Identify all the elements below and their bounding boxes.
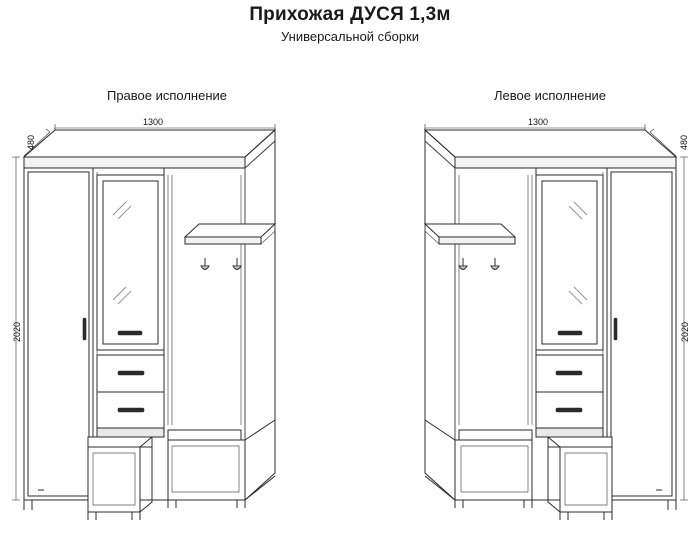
wardrobe-door-left-unit	[611, 172, 672, 496]
handle-icon	[556, 408, 582, 412]
variant-label-left-execution: Левое исполнение	[493, 88, 606, 103]
hook-icon	[459, 258, 467, 270]
handle-icon	[118, 408, 144, 412]
hook-icon	[491, 258, 499, 270]
handle-icon	[558, 331, 582, 335]
drawer-base-left-unit	[536, 428, 603, 437]
handle-icon	[118, 331, 142, 335]
dimension-height-value-left: 2020	[680, 321, 690, 342]
top-cornice-right	[24, 130, 275, 157]
wardrobe-door-left-right-unit	[28, 172, 89, 496]
handle-icon	[83, 318, 86, 340]
hook-icon	[233, 258, 241, 270]
handle-icon	[614, 318, 617, 340]
top-cornice-left	[425, 130, 676, 157]
handle-icon	[118, 371, 144, 375]
bench-body-left-unit	[455, 440, 532, 500]
glass-glint-icon	[569, 202, 587, 304]
hat-shelf-edge-right-unit	[185, 237, 261, 244]
dimension-width-value-right: 1300	[143, 117, 164, 127]
variant-label-right-execution: Правое исполнение	[106, 88, 228, 103]
dimension-width-value-left: 1300	[528, 117, 549, 127]
bench-top-right-unit	[168, 430, 241, 440]
unit-right-execution	[12, 124, 275, 520]
page-title: Прихожая ДУСЯ 1,3м	[249, 4, 451, 25]
mirror-door-frame-left-unit	[536, 175, 603, 350]
pouf-body-right-unit	[88, 447, 140, 512]
handle-icon	[556, 371, 582, 375]
hook-icon	[201, 258, 209, 270]
dimension-depth-value-right: 480	[26, 134, 36, 150]
glass-glint-icon	[113, 202, 131, 304]
drawer-base-right-unit	[97, 428, 164, 437]
hat-shelf-edge-left-unit	[439, 237, 515, 244]
top-cornice-face-left	[455, 157, 676, 168]
bench-body-right-unit	[168, 440, 245, 500]
mirror-door-frame-right-unit	[97, 175, 164, 350]
page-subtitle: Универсальной сборки	[280, 29, 420, 44]
unit-left-execution	[425, 124, 688, 520]
hat-shelf-right-unit	[185, 224, 275, 237]
hat-shelf-left-unit	[425, 224, 515, 237]
bench-top-left-unit	[459, 430, 532, 440]
pouf-body-left-unit	[560, 447, 612, 512]
top-cornice-face-right	[24, 157, 245, 168]
dimension-height-value-right: 2020	[12, 321, 22, 342]
dimension-depth-value-left: 480	[679, 134, 689, 150]
